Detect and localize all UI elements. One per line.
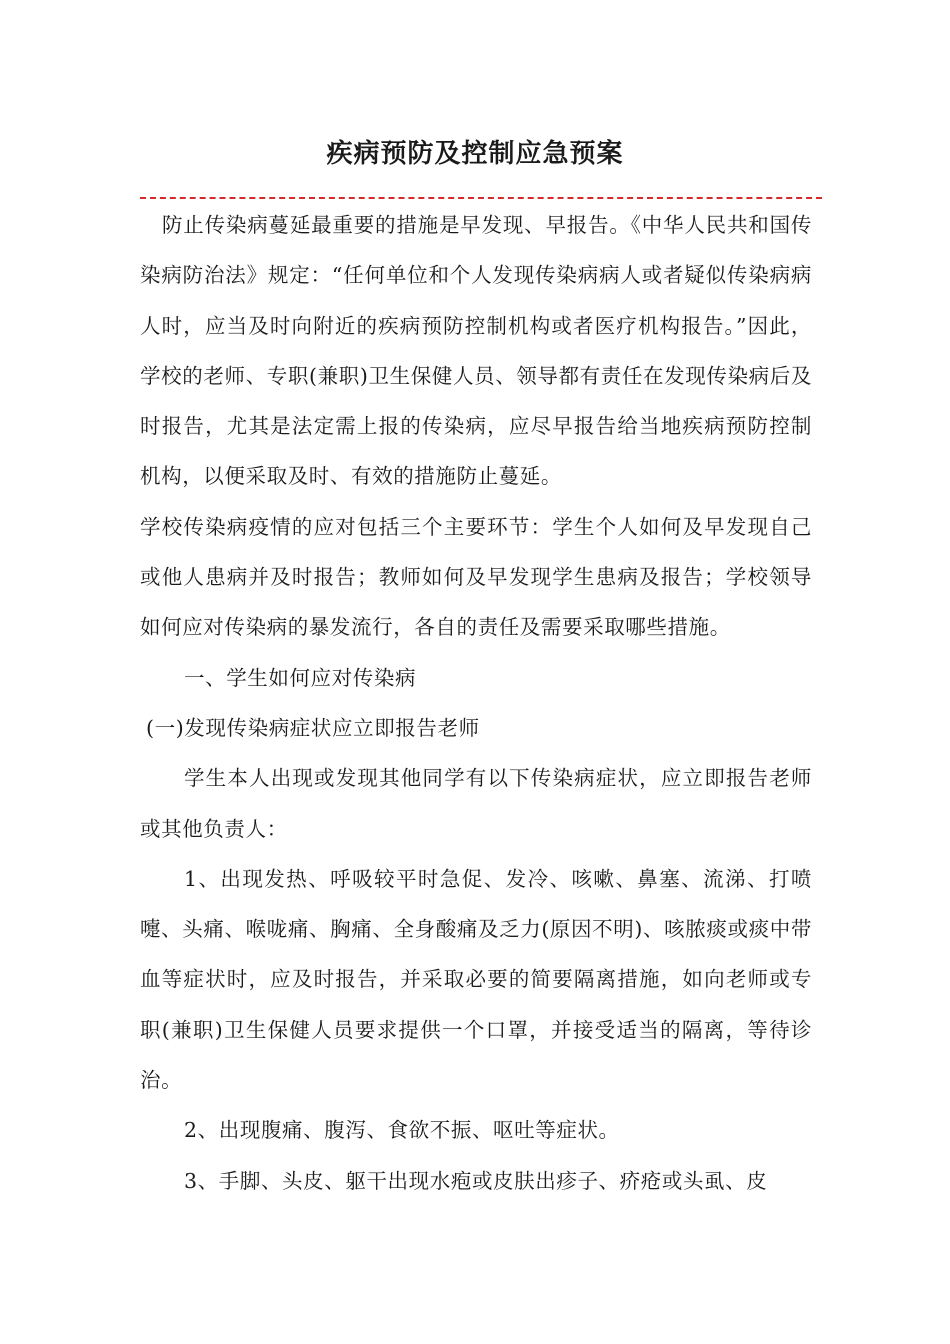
paragraph-report-instruction: 学生本人出现或发现其他同学有以下传染病症状，应立即报告老师或其他负责人： (140, 766, 812, 841)
section-heading-students: 一、学生如何应对传染病 (184, 665, 417, 690)
list-item-2: 2、出现腹痛、腹泻、食欲不振、呕吐等症状。 (184, 1118, 620, 1143)
list-item-3: 3、手脚、头皮、躯干出现水疱或皮肤出疹子、疥疮或头虱、皮 (184, 1168, 768, 1193)
list-item-1: 1、出现发热、呼吸较平时急促、发冷、咳嗽、鼻塞、流涕、打喷嚏、头痛、喉咙痛、胸痛、全身酸痛及乏力(原因不明)、咳脓痰或痰中带血等症状时，应及时报告，并采取必要的简要隔离措施，如向老师或专职(兼职)卫生保健人员要求提供一个口罩，并接受适当的隔离，等待诊治。 (140, 866, 812, 1093)
document-title: 疾病预防及控制应急预案 (326, 139, 624, 169)
paragraph-intro: 防止传染病蔓延最重要的措施是早发现、早报告。《中华人民共和国传染病防治法》规定：“任何单位和个人发现传染病病人或者疑似传染病病人时，应当及时向附近的疾病预防控制机构或者医疗机构报告。”因此，学校的老师、专职(兼职)卫生保健人员、领导都有责任在发现传染病后及时报告，尤其是法定需上报的传染病，应尽早报告给当地疾病预防控制机构，以便采取及时、有效的措施防止蔓延。 (140, 213, 812, 489)
red-dashed-divider (140, 197, 822, 199)
paragraph-response-links: 学校传染病疫情的应对包括三个主要环节：学生个人如何及早发现自己或他人患病并及时报告；教师如何及早发现学生患病及报告；学校领导如何应对传染病的暴发流行，各自的责任及需要采取哪些措施。 (140, 514, 812, 640)
subsection-heading-report: (一)发现传染病症状应立即报告老师 (146, 715, 480, 740)
document-body (140, 200, 812, 1206)
